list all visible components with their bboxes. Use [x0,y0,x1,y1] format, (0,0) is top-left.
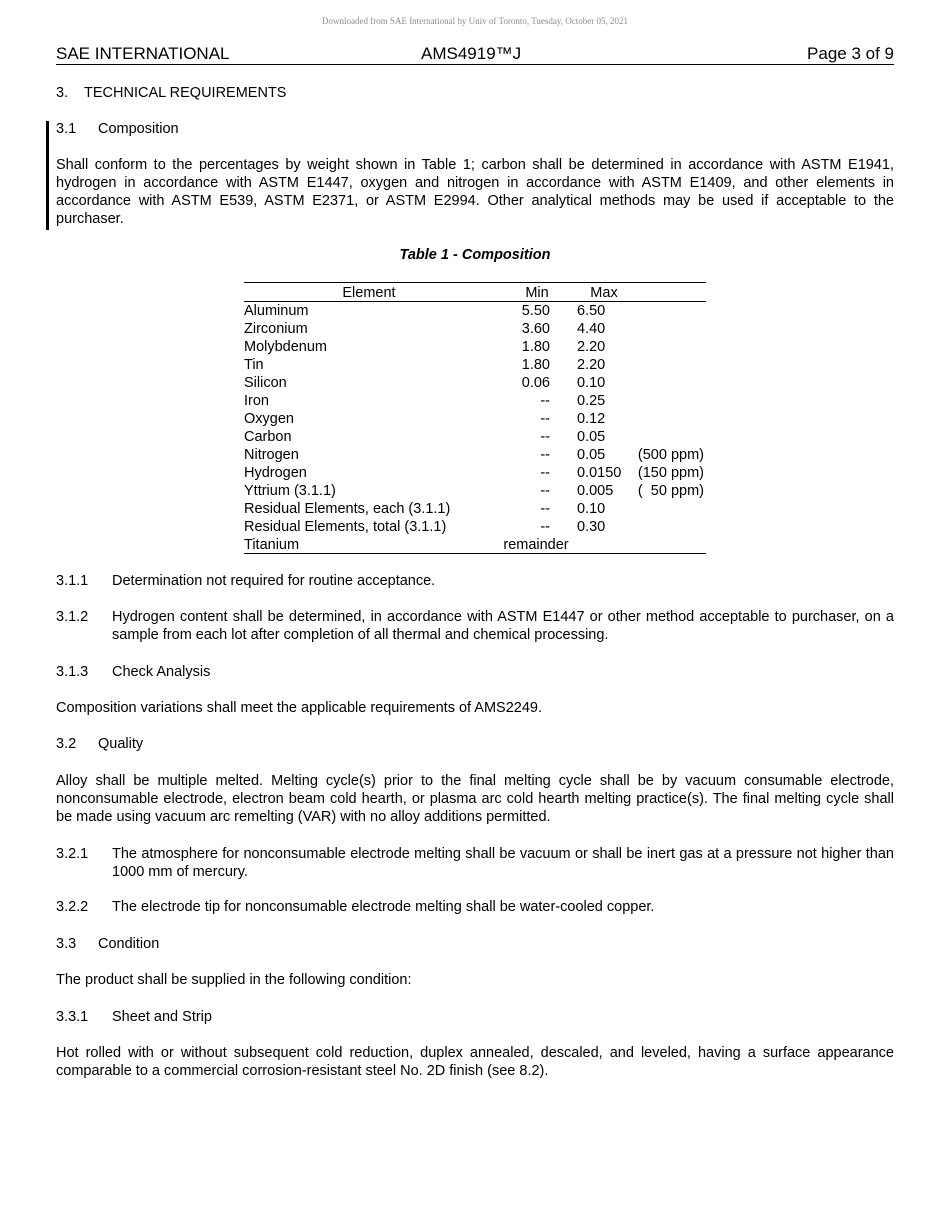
section-number: 3.3 [56,936,77,952]
cell-element: Oxygen [244,411,294,427]
section-title: Sheet and Strip [112,1009,212,1025]
cell-max: 2.20 [577,339,606,355]
cell-min: -- [540,519,550,535]
publisher-name: SAE INTERNATIONAL [56,44,230,63]
cell-element: Iron [244,393,269,409]
cell-element: Molybdenum [244,339,328,355]
table-row [244,500,706,518]
document-id: AMS4919™J [421,44,522,63]
table-row [244,536,706,554]
cell-max: 0.25 [577,393,606,409]
cell-min: 0.06 [521,375,550,391]
column-header-min: Min [525,285,549,301]
section-number: 3.1 [56,121,77,137]
cell-max: 0.05 [577,447,606,463]
cell-max: 2.20 [577,357,606,373]
cell-element: Residual Elements, total (3.1.1) [244,519,447,535]
cell-min: -- [540,411,550,427]
section-text: Hydrogen content shall be determined, in accordance with ASTM E1447 or other method acceptable to purchaser, on a sample from each lot after completion of all thermal and chemical processing. [112,609,894,643]
cell-max: 0.10 [577,375,606,391]
cell-element: Tin [244,357,264,373]
cell-max: 4.40 [577,321,606,337]
cell-max: 0.30 [577,519,606,535]
section-title: Composition [98,121,179,137]
cell-min: -- [540,393,550,409]
sheet-strip-paragraph: Hot rolled with or without subsequent cold reduction, duplex annealed, descaled, and leveled, having a surface appearance comparable to a commercial corrosion-resistant steel No. 2D finish (see 8.2). [56,1045,894,1079]
cell-min: -- [540,501,550,517]
column-header-max: Max [590,285,618,301]
quality-paragraph: Alloy shall be multiple melted. Melting cycle(s) prior to the final melting cycle shall be by vacuum consumable electrode, nonconsumable electrode, electron beam cold hearth, or plasma arc cold hearth melting practice(s). The final melting cycle shall be made using vacuum arc remelting (VAR) with no alloy additions permitted. [56,773,894,825]
cell-element: Nitrogen [244,447,299,463]
cell-max: 6.50 [577,303,606,319]
column-header-element: Element [342,285,396,301]
table-row [244,338,706,356]
cell-min: -- [540,447,550,463]
cell-ppm: (500 ppm) [637,447,704,463]
section-3-1-2 [56,608,894,644]
cell-ppm: ( 50 ppm) [637,483,704,499]
cell-element: Aluminum [244,303,309,319]
composition-table [244,282,706,554]
cell-max: 0.10 [577,501,606,517]
cell-max: 0.005 [577,483,614,499]
section-text: The electrode tip for nonconsumable electrode melting shall be water-cooled copper. [112,899,655,915]
section-title: Check Analysis [112,664,211,680]
table-row [244,446,706,464]
cell-min: 1.80 [521,339,550,355]
cell-max: 0.12 [577,411,606,427]
section-text: Determination not required for routine acceptance. [112,573,436,589]
table-row [244,518,706,536]
section-number: 3.1.2 [56,609,89,625]
cell-min: -- [540,429,550,445]
cell-min: 3.60 [521,321,550,337]
section-title: TECHNICAL REQUIREMENTS [84,85,287,101]
table-row [244,320,706,338]
check-analysis-paragraph: Composition variations shall meet the applicable requirements of AMS2249. [56,700,543,716]
cell-element: Hydrogen [244,465,307,481]
section-number: 3.1.3 [56,664,89,680]
section-title: Quality [98,736,144,752]
cell-element: Yttrium (3.1.1) [244,483,336,499]
section-number: 3.1.1 [56,573,89,589]
composition-paragraph: Shall conform to the percentages by weight shown in Table 1; carbon shall be determined in accordance with ASTM E1941, hydrogen in accordance with ASTM E1447, oxygen and nitrogen in accordance with ASTM E1409, and other elements in accordance with ASTM E539, ASTM E2371, or ASTM E2994. Other analytical methods may be used if acceptable to the purchaser. [56,157,894,227]
section-title: Condition [98,936,160,952]
revision-change-bar [46,121,49,230]
cell-element: Carbon [244,429,292,445]
condition-paragraph: The product shall be supplied in the following condition: [56,972,412,988]
cell-max: 0.0150 [577,465,622,481]
cell-min: -- [540,465,550,481]
section-number: 3.2.1 [56,846,89,862]
section-text: The atmosphere for nonconsumable electrode melting shall be vacuum or shall be inert gas at a pressure not higher than 1000 mm of mercury. [112,846,894,880]
table-row [244,464,706,482]
cell-min: 5.50 [521,303,550,319]
cell-min: remainder [503,537,569,553]
table-row [244,302,706,320]
cell-ppm: (150 ppm) [637,465,704,481]
section-number: 3.3.1 [56,1009,89,1025]
page-header [56,44,894,65]
table-caption: Table 1 - Composition [399,247,551,263]
table-row [244,392,706,410]
cell-element: Silicon [244,375,287,391]
download-watermark: Downloaded from SAE International by Univ of Toronto, Tuesday, October 05, 2021 [321,16,629,26]
table-row [244,356,706,374]
section-number: 3. [56,85,69,101]
section-3-2-1 [56,845,894,881]
section-number: 3.2.2 [56,899,89,915]
section-number: 3.2 [56,736,77,752]
table-row [244,410,706,428]
cell-min: -- [540,483,550,499]
table-row [244,428,706,446]
table-row [244,482,706,500]
cell-min: 1.80 [521,357,550,373]
cell-element: Residual Elements, each (3.1.1) [244,501,451,517]
table-row [244,374,706,392]
page-number: Page 3 of 9 [807,44,894,63]
cell-max: 0.05 [577,429,606,445]
cell-element: Titanium [244,537,300,553]
cell-element: Zirconium [244,321,308,337]
